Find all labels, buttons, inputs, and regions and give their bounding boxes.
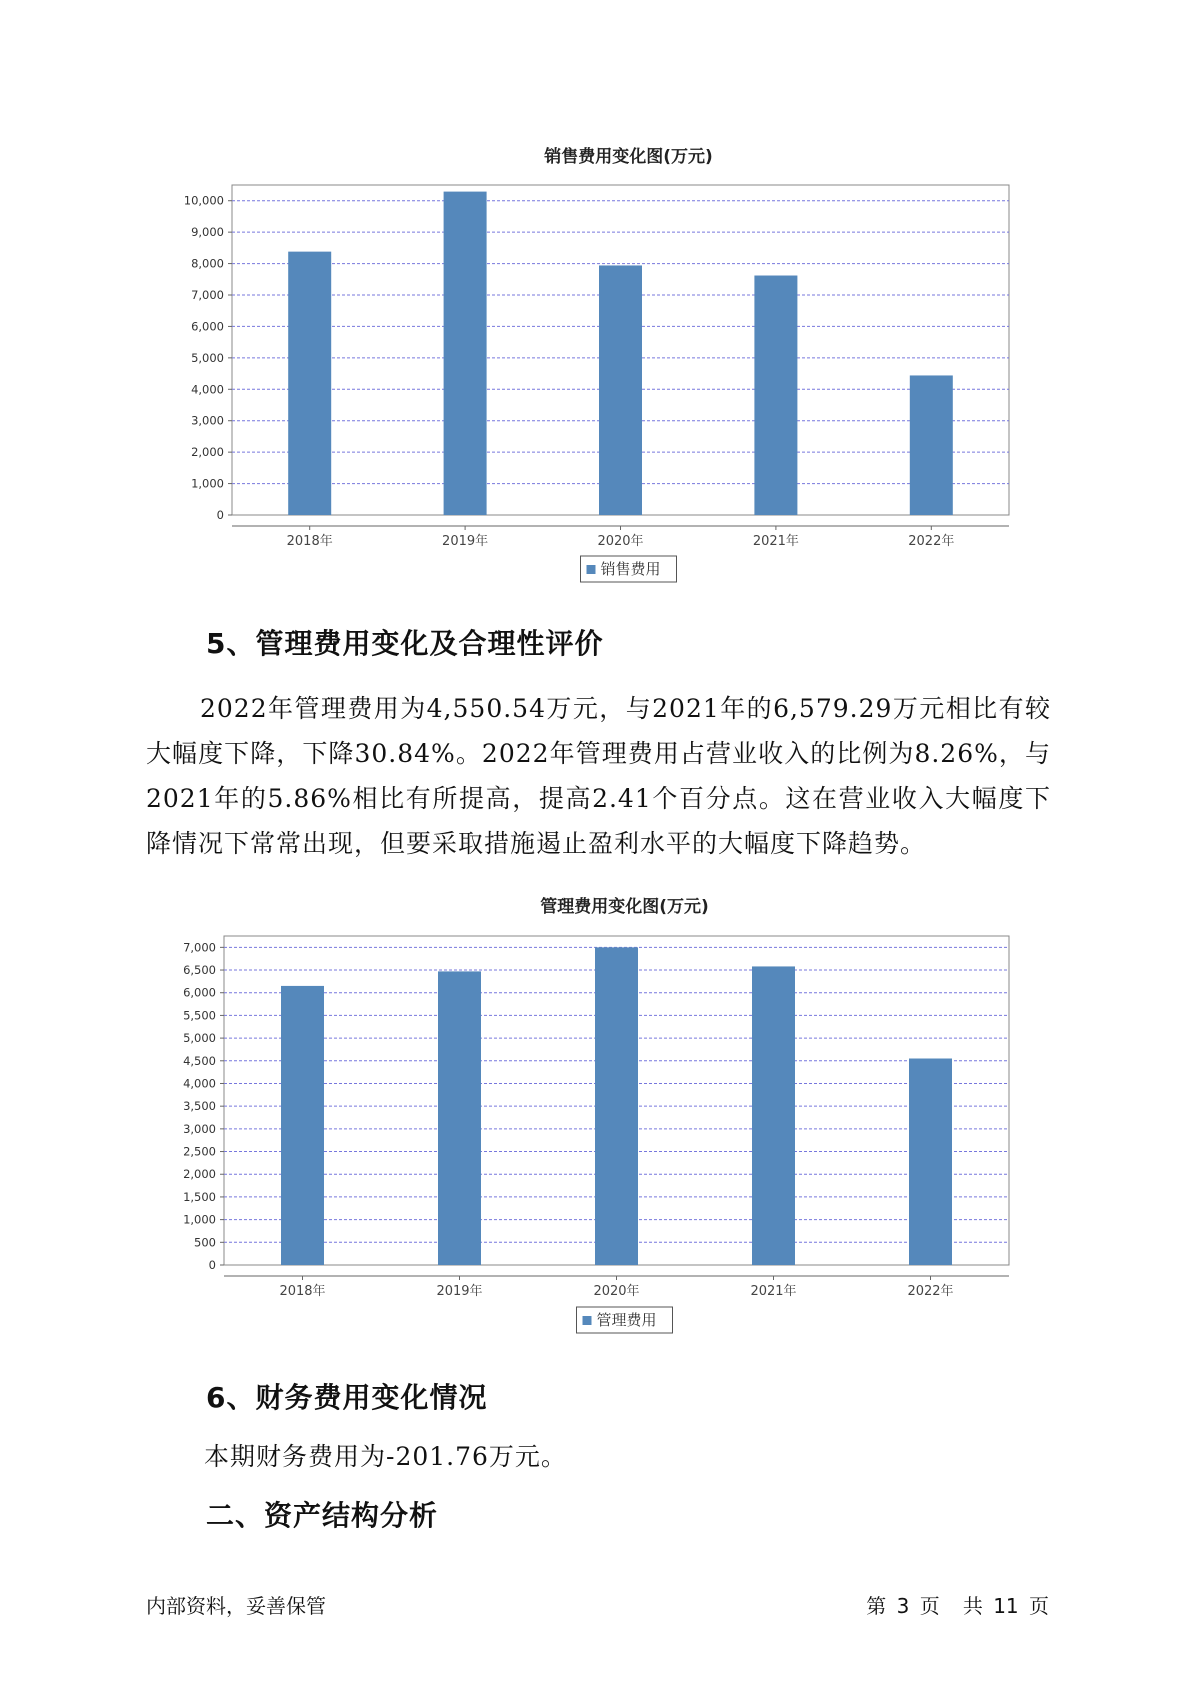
x-tick-label: 2018年 <box>279 1284 326 1299</box>
legend-swatch <box>583 1316 592 1325</box>
legend-swatch <box>587 565 596 574</box>
legend-label: 管理费用 <box>596 1311 657 1329</box>
y-tick-label: 1,500 <box>183 1189 216 1204</box>
y-tick-label: 6,000 <box>191 319 224 334</box>
footer-note: 内部资料，妥善保管 <box>146 1594 326 1618</box>
bar <box>910 375 953 515</box>
footer-page-info <box>864 1590 1051 1619</box>
section-5-paragraph: 2022年管理费用为4,550.54万元，与2021年的6,579.29万元相比有较大幅度下降，下降30.84%。2022年管理费用占营业收入的比例为8.26%，与2021年的5.86%相比有所提高，提高2.41个百分点。这在营业收入大幅度下降情况下常常出现，但要采取措施遏止盈利水平的大幅度下降趋势。 <box>146 694 1051 858</box>
admin-expense-chart <box>0 750 1191 1350</box>
y-tick-label: 9,000 <box>191 225 224 240</box>
y-tick-label: 10,000 <box>183 193 224 208</box>
y-tick-label: 0 <box>208 1258 216 1272</box>
sales-expense-chart-svg <box>0 0 1191 600</box>
bar <box>909 1058 952 1265</box>
page-number: 3 <box>896 1594 910 1618</box>
total-prefix: 共 <box>962 1594 983 1618</box>
y-tick-label: 5,000 <box>183 1031 216 1046</box>
y-tick-label: 2,000 <box>183 1167 216 1182</box>
legend-label: 销售费用 <box>600 560 661 578</box>
page-prefix: 第 <box>866 1594 887 1618</box>
bar <box>754 276 797 515</box>
bar <box>599 265 642 515</box>
y-tick-label: 6,000 <box>183 985 216 1000</box>
bar <box>281 986 324 1265</box>
section-6-line: 本期财务费用为-201.76万元。 <box>204 1442 567 1471</box>
x-tick-label: 2021年 <box>752 534 799 549</box>
admin-expense-chart-svg <box>0 750 1191 1350</box>
y-tick-label: 7,000 <box>183 940 216 955</box>
y-tick-label: 3,500 <box>183 1099 216 1114</box>
total-pages: 11 <box>993 1594 1019 1618</box>
page-unit: 页 <box>919 1594 940 1618</box>
y-tick-label: 5,000 <box>191 350 224 365</box>
y-tick-label: 500 <box>194 1235 216 1250</box>
section-5-heading: 5、管理费用变化及合理性评价 <box>206 627 604 660</box>
y-tick-label: 2,500 <box>183 1144 216 1159</box>
y-tick-label: 0 <box>216 508 224 522</box>
x-tick-label: 2021年 <box>750 1284 797 1299</box>
bar <box>752 966 795 1265</box>
x-tick-label: 2020年 <box>593 1284 640 1299</box>
bar <box>595 947 638 1265</box>
y-tick-label: 4,000 <box>183 1076 216 1091</box>
x-tick-label: 2019年 <box>436 1284 483 1299</box>
chart-title: 销售费用变化图(万元) <box>544 147 713 167</box>
bar <box>438 971 481 1265</box>
section-asset-structure-heading: 二、资产结构分析 <box>206 1499 439 1532</box>
y-tick-label: 3,000 <box>183 1121 216 1136</box>
y-tick-label: 3,000 <box>191 413 224 428</box>
chart-title: 管理费用变化图(万元) <box>540 897 709 917</box>
y-tick-label: 1,000 <box>183 1212 216 1227</box>
x-tick-label: 2019年 <box>442 534 489 549</box>
x-tick-label: 2018年 <box>286 534 333 549</box>
section-6-heading: 6、财务费用变化情况 <box>206 1381 488 1414</box>
bar <box>444 192 487 515</box>
y-tick-label: 5,500 <box>183 1008 216 1023</box>
x-tick-label: 2020年 <box>597 534 644 549</box>
x-tick-label: 2022年 <box>908 534 955 549</box>
total-unit: 页 <box>1029 1594 1049 1618</box>
y-tick-label: 4,000 <box>191 382 224 397</box>
x-tick-label: 2022年 <box>907 1284 954 1299</box>
y-tick-label: 4,500 <box>183 1053 216 1068</box>
y-tick-label: 8,000 <box>191 256 224 271</box>
y-tick-label: 6,500 <box>183 963 216 978</box>
y-tick-label: 2,000 <box>191 445 224 460</box>
y-tick-label: 1,000 <box>191 476 224 491</box>
y-tick-label: 7,000 <box>191 288 224 302</box>
bar <box>288 252 331 515</box>
sales-expense-chart <box>0 0 1191 600</box>
